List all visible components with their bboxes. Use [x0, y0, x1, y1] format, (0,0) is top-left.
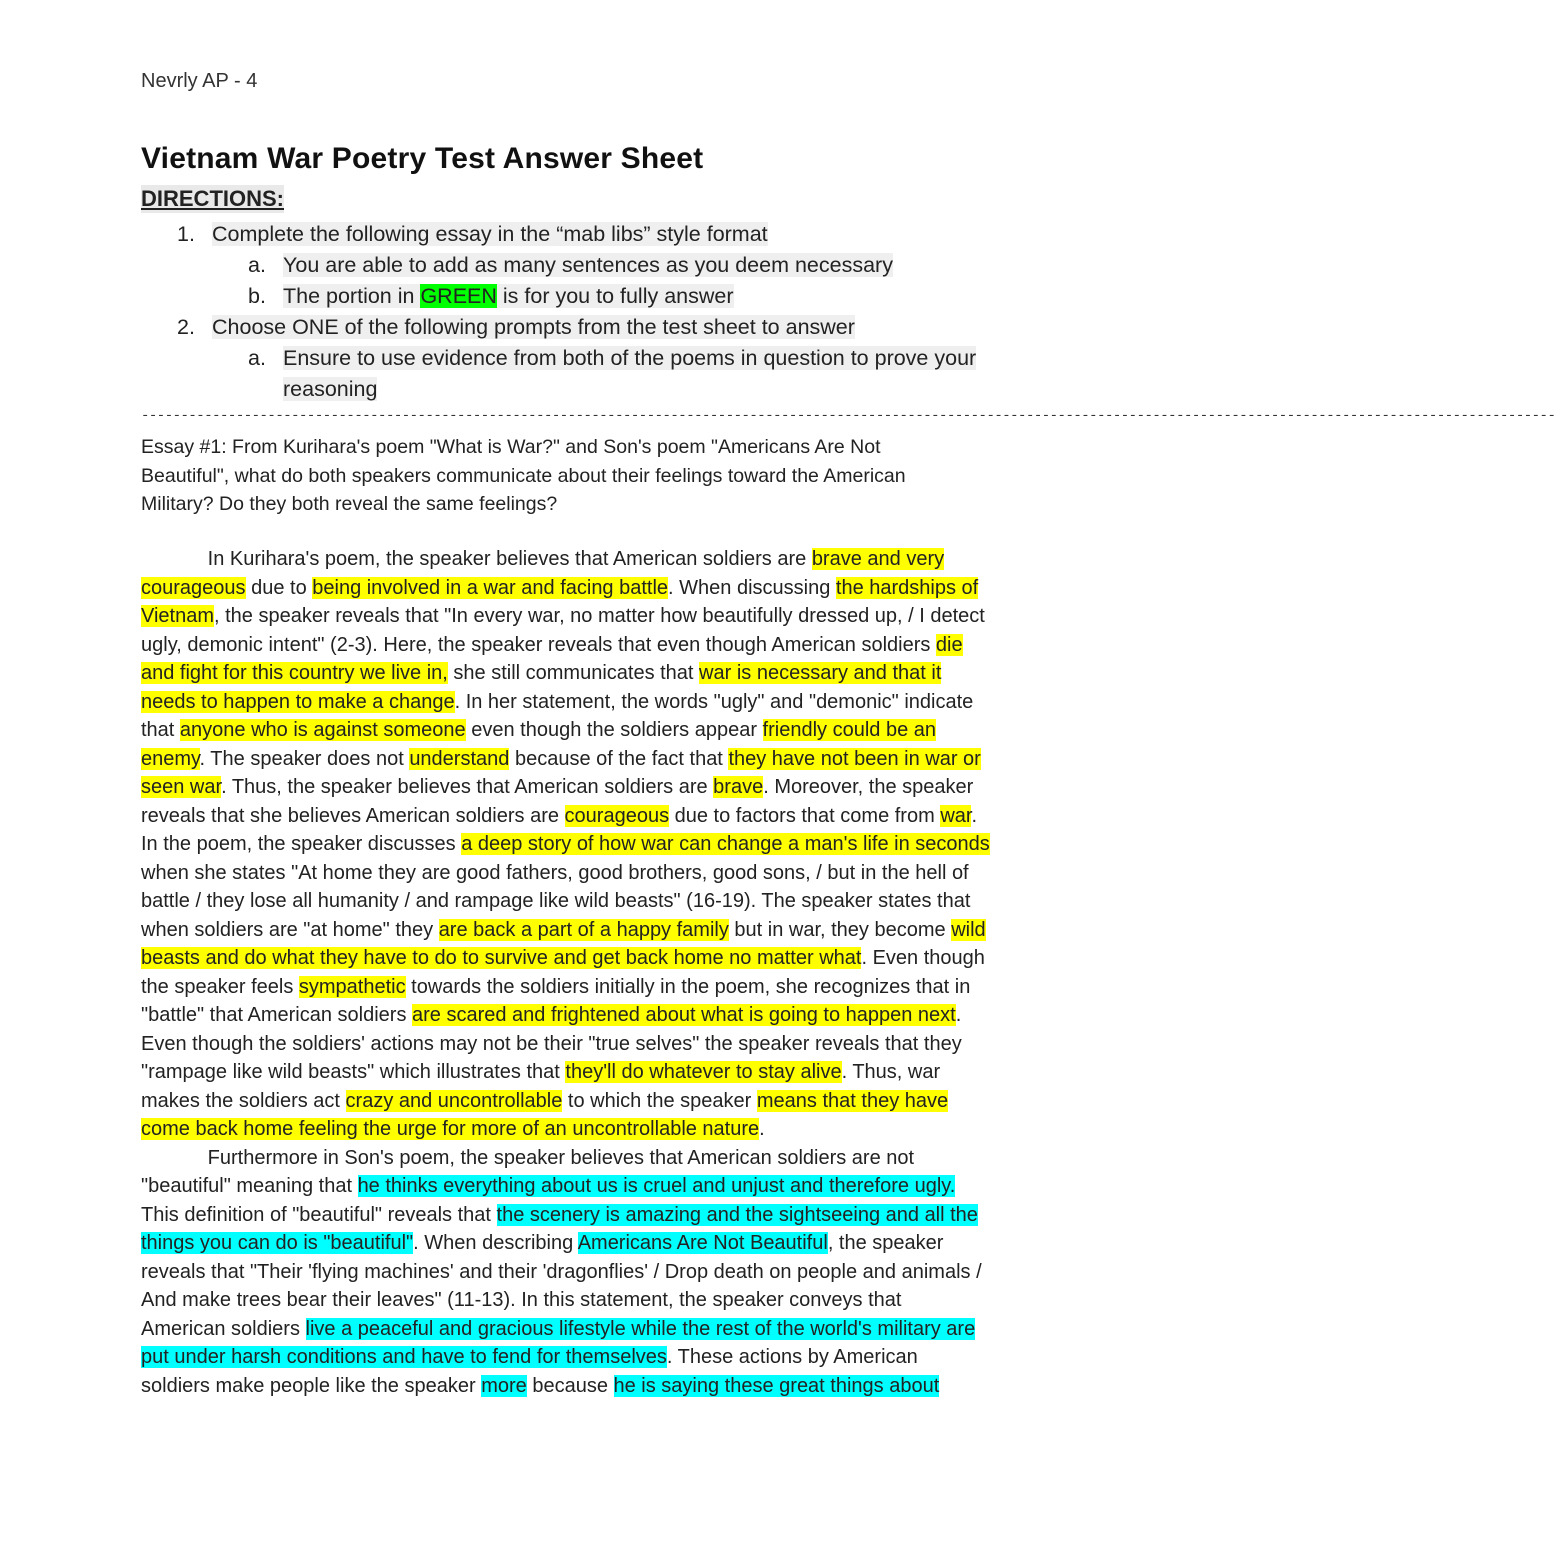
yellow-highlight: war: [940, 804, 972, 827]
essay-line: [141, 1286, 1066, 1315]
essay-line: [141, 802, 1066, 831]
direction-text: reasoning: [283, 377, 378, 401]
direction-text: Ensure to use evidence from both of the poems in question to prove your: [283, 346, 977, 370]
direction-text: Complete the following essay in the “mab libs” style format: [212, 222, 768, 246]
essay-text: due to: [245, 576, 313, 599]
yellow-highlight: are scared and frightened about what is going to happen next: [412, 1004, 956, 1026]
yellow-highlight: war is necessary and that it: [699, 662, 942, 684]
essay-text: , the speaker reveals that "In every war, no matter how beautifully dressed up, / I detect: [214, 605, 985, 627]
essay-prompt-line: Beautiful", what do both speakers communicate about their feelings toward the American: [141, 464, 906, 487]
yellow-highlight: means that they have: [756, 1089, 949, 1112]
essay-text: "battle" that American soldiers: [141, 1004, 412, 1026]
yellow-highlight: they'll do whatever to stay alive: [565, 1061, 842, 1083]
cyan-highlight: he is saying these great things about: [613, 1374, 940, 1397]
essay-text: soldiers make people like the speaker: [141, 1374, 482, 1397]
essay-text: that: [141, 719, 180, 741]
author-line: Nevrly AP - 4: [141, 70, 258, 92]
yellow-highlight: understand: [409, 747, 510, 770]
essay-text: towards the soldiers initially in the poem, she recognizes that in: [405, 975, 971, 998]
yellow-highlight: they have not been in war or: [728, 747, 981, 770]
essay-text: Even though the soldiers' actions may not be their "true selves" the speaker reveals that they: [141, 1032, 962, 1055]
yellow-highlight: needs to happen to make a change: [141, 690, 455, 713]
essay-text: "rampage like wild beasts" which illustrates that: [141, 1061, 566, 1083]
directions-heading: DIRECTIONS:: [141, 186, 284, 211]
yellow-highlight: Vietnam: [141, 605, 215, 627]
essay-text: This definition of "beautiful" reveals that: [141, 1203, 497, 1226]
yellow-highlight: courageous: [141, 576, 246, 599]
essay-line: [141, 973, 1066, 1002]
yellow-highlight: brave: [713, 776, 764, 798]
yellow-highlight: courageous: [564, 804, 670, 827]
essay-text: . In her statement, the words "ugly" and "demonic" indicate: [454, 690, 974, 713]
essay-text: to which the speaker: [562, 1089, 757, 1112]
yellow-highlight: the hardships of: [835, 576, 979, 599]
essay-line: [141, 574, 1066, 603]
essay-text: when she states "At home they are good fathers, good brothers, good sons, / but in the hell of: [141, 861, 969, 884]
essay-text: . Even though: [861, 947, 985, 969]
essay-line: [141, 773, 1066, 802]
direction-text: You are able to add as many sentences as you deem necessary: [283, 253, 893, 277]
essay-line: [141, 659, 1066, 688]
yellow-highlight: crazy and uncontrollable: [345, 1089, 563, 1112]
essay-text: but in war, they become: [728, 918, 952, 941]
yellow-highlight: brave and very: [811, 548, 945, 570]
yellow-highlight: a deep story of how war can change a man's life in seconds: [461, 833, 990, 855]
essay-line: [141, 688, 1066, 717]
essay-text: reveals that "Their 'flying machines' and their 'dragonflies' / Drop death on people and animals /: [141, 1260, 982, 1283]
essay-line: [141, 1030, 1066, 1059]
yellow-highlight: wild: [951, 918, 986, 941]
essay-text: . Thus, the speaker believes that American soldiers are: [221, 776, 714, 798]
yellow-highlight: anyone who is against someone: [179, 719, 466, 741]
essay-text: American soldiers: [141, 1317, 306, 1340]
essay-line: [141, 1087, 1066, 1116]
essay-line: [141, 545, 1066, 574]
yellow-highlight: enemy: [141, 747, 200, 770]
essay-line: [141, 1258, 1066, 1287]
essay-text: In the poem, the speaker discusses: [141, 833, 462, 855]
list-letter: b.: [248, 284, 266, 308]
essay-prompt: [141, 433, 1061, 519]
direction-text: is for you to fully answer: [496, 284, 734, 308]
essay-text: due to factors that come from: [669, 804, 941, 827]
essay-line: [141, 916, 1066, 945]
yellow-highlight: die: [935, 633, 963, 656]
cyan-highlight: put under harsh conditions and have to fend for themselves: [141, 1346, 667, 1368]
essay-line: [141, 1343, 1066, 1372]
essay-text: . When describing: [413, 1232, 578, 1254]
cyan-highlight: he thinks everything about us is cruel and unjust and therefore ugly.: [357, 1175, 956, 1197]
essay-prompt-line: Essay #1: From Kurihara's poem "What is War?" and Son's poem "Americans Are Not: [141, 436, 881, 458]
essay-text: . Thus, war: [841, 1061, 941, 1083]
cyan-highlight: Americans Are Not Beautiful: [577, 1232, 828, 1254]
essay-line: [141, 887, 1066, 916]
essay-line: [141, 1172, 1066, 1201]
essay-line: [141, 631, 1066, 660]
essay-line: [141, 1001, 1066, 1030]
essay-line: [141, 944, 1066, 973]
direction-text: Choose ONE of the following prompts from the test sheet to answer: [212, 315, 855, 339]
direction-item-1b: [248, 281, 734, 312]
essay-text: . These actions by American: [666, 1346, 918, 1368]
essay-text: she still communicates that: [447, 662, 700, 684]
yellow-highlight: being involved in a war and facing battle: [312, 576, 669, 599]
essay-text: .: [759, 1118, 765, 1140]
essay-text: . When discussing: [668, 576, 836, 599]
cyan-highlight: live a peaceful and gracious lifestyle while the rest of the world's military are: [305, 1317, 976, 1340]
direction-text: The portion in: [283, 284, 421, 308]
yellow-highlight: come back home feeling the urge for more of an uncontrollable nature: [141, 1118, 760, 1140]
direction-item-2: [177, 312, 855, 343]
essay-line: [141, 602, 1066, 631]
essay-text: In Kurihara's poem, the speaker believes that American soldiers are: [141, 548, 812, 570]
list-letter: a.: [248, 346, 266, 370]
cyan-highlight: things you can do is "beautiful": [141, 1232, 414, 1254]
essay-line: [141, 1144, 1066, 1173]
yellow-highlight: and fight for this country we live in,: [141, 662, 448, 684]
direction-item-1: [177, 219, 768, 250]
essay-line: [141, 1201, 1066, 1230]
essay-text: ugly, demonic intent" (2-3). Here, the speaker reveals that even though American soldiers: [141, 633, 936, 656]
essay-text: reveals that she believes American soldiers are: [141, 804, 565, 827]
essay-line: [141, 1372, 1066, 1401]
essay-text: . The speaker does not: [199, 747, 410, 770]
page-title: Vietnam War Poetry Test Answer Sheet: [141, 142, 704, 175]
direction-item-1a: [248, 250, 893, 281]
essay-text: because of the fact that: [509, 747, 729, 770]
cyan-highlight: more: [481, 1374, 527, 1397]
essay-text: the speaker feels: [141, 975, 299, 998]
essay-line: [141, 859, 1066, 888]
essay-text: .: [955, 1004, 962, 1026]
essay-text: "beautiful" meaning that: [141, 1175, 358, 1197]
yellow-highlight: beasts and do what they have to do to survive and get back home no matter what: [141, 947, 862, 969]
essay-text: , the speaker: [827, 1232, 944, 1254]
green-highlight: GREEN: [420, 284, 497, 308]
cyan-highlight: the scenery is amazing and the sightseeing and all the: [496, 1203, 978, 1226]
direction-item-2a: [248, 343, 976, 405]
essay-line: [141, 716, 1066, 745]
essay-body: [141, 545, 1066, 1400]
essay-line: [141, 1058, 1066, 1087]
essay-text: because: [526, 1374, 614, 1397]
essay-text: even though the soldiers appear: [465, 719, 763, 741]
essay-line: [141, 745, 1066, 774]
essay-text: . Moreover, the speaker: [763, 776, 974, 798]
essay-text: .: [971, 804, 977, 827]
list-number: 2.: [177, 315, 195, 339]
yellow-highlight: friendly could be an: [762, 719, 936, 741]
list-letter: a.: [248, 253, 266, 277]
essay-text: battle / they lose all humanity / and rampage like wild beasts" (16-19). The speaker states that: [141, 890, 971, 912]
essay-line: [141, 1229, 1066, 1258]
essay-text: makes the soldiers act: [141, 1089, 346, 1112]
essay-text: when soldiers are "at home" they: [141, 918, 439, 941]
essay-text: And make trees bear their leaves" (11-13). In this statement, the speaker conveys that: [141, 1289, 902, 1311]
yellow-highlight: sympathetic: [298, 975, 406, 998]
essay-line: [141, 1315, 1066, 1344]
section-divider: -----------------------------------------------------------------------------------------------------------------------------------------------------------------------------------: [141, 408, 1555, 424]
essay-text: Furthermore in Son's poem, the speaker believes that American soldiers are not: [141, 1146, 915, 1169]
yellow-highlight: are back a part of a happy family: [438, 918, 729, 941]
yellow-highlight: seen war: [141, 776, 222, 798]
essay-line: [141, 1115, 1066, 1144]
essay-line: [141, 830, 1066, 859]
essay-prompt-line: Military? Do they both reveal the same feelings?: [141, 493, 558, 515]
list-number: 1.: [177, 222, 195, 246]
